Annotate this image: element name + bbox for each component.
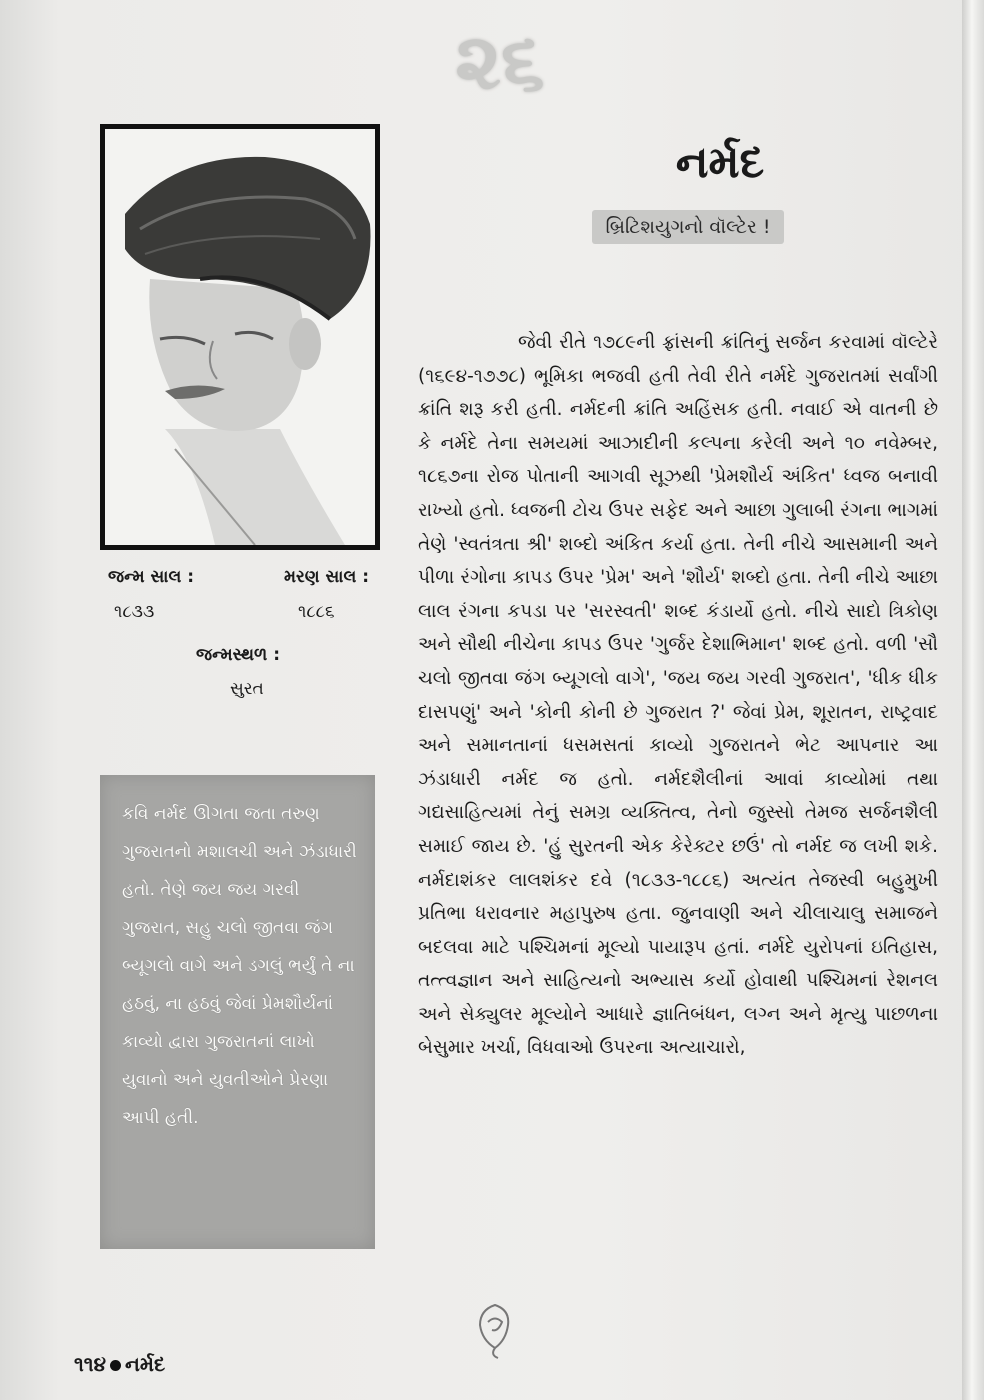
birth-year-label: જન્મ સાલ : [108,567,195,587]
subtitle: બ્રિટિશયુગનો વૉલ્ટેર ! [592,210,784,244]
portrait-illustration [105,129,375,545]
decorative-ornament [470,1300,520,1360]
page-number: ૧૧૪ [74,1352,106,1376]
quote-box [100,775,375,1249]
page-footer [74,1352,165,1376]
birthplace-value: સુરત [230,679,264,699]
death-year-value: ૧૮૮૬ [298,602,335,622]
birthplace-label: જન્મસ્થળ : [196,645,281,665]
page-edge [962,0,984,1400]
quote-text: કવિ નર્મદ ઊગતા જતા તરુણ ગુજરાતનો મશાલચી અને ઝંડાધારી હતો. તેણે જય જય ગરવી ગુજરાત, સહુ ચલો જીતવા જંગ બ્યૂગલો વાગે અને ડગલું ભર્યું તે ના હઠવું, ના હઠવું જેવાં પ્રેમશૌર્યનાં કાવ્યો દ્વારા ગુજરાતનાં લાખો યુવાનો અને યુવતીઓને પ્રેરણા આપી હતી. [122,804,357,1128]
page-title: નર્મદ [675,137,765,188]
body-paragraph: જેવી રીતે ૧૭૮૯ની ફ્રાંસની ક્રાંતિનું સર્જન કરવામાં વૉલ્ટેરે (૧૬૯૪-૧૭૭૮) ભૂમિકા ભજવી હતી તેવી રીતે નર્મદે ગુજરાતમાં સર્વાંગી ક્રાંતિ શરૂ કરી હતી. નર્મદની ક્રાંતિ અહિંસક હતી. નવાઈ એ વાતની છે કે નર્મદે તેના સમયમાં આઝાદીની કલ્પના કરેલી અને ૧૦ નવેમ્બર, ૧૮૬૭ના રોજ પોતાની આગવી સૂઝથી 'પ્રેમશૌર્ય અંકિત' ધ્વજ બનાવી રાખ્યો હતો. ધ્વજની ટોચ ઉપર સફેદ અને આછા ગુલાબી રંગના ભાગમાં તેણે 'સ્વતંત્રતા શ્રી' શબ્દો અંકિત કર્યા હતા. તેની નીચે આસમાની અને પીળા રંગોના કાપડ ઉપર 'પ્રેમ' અને 'શૌર્ય' શબ્દો હતા. તેની નીચે આછા લાલ રંગના કપડા પર 'સરસ્વતી' શબ્દ કંડાર્યો હતો. નીચે સાદો ત્રિકોણ અને સૌથી નીચેના કાપડ ઉપર 'ગુર્જર દેશાભિમાન' શબ્દ હતો. વળી 'સૌ ચલો જીતવા જંગ બ્યૂગલો વાગે', 'જય જય ગરવી ગુજરાત', 'ધીક ધીક દાસપણું' અને 'કોની કોની છે ગુજરાત ?' જેવાં પ્રેમ, શૂરાતન, રાષ્ટ્રવાદ અને સમાનતાનાં ધસમસતાં કાવ્યો ગુજરાતને ભેટ આપનાર આ ઝંડાધારી નર્મદ જ હતો. નર્મદશૈલીનાં આવાં કાવ્યોમાં તથા ગદ્યસાહિત્યમાં તેનું સમગ્ર વ્યક્તિત્વ, તેનો જુસ્સો તેમજ સર્જનશૈલી સમાઈ જાય છે. 'હું સુરતની એક કેરેક્ટર છઉં' તો નર્મદ જ લખી શકે. નર્મદાશંકર લાલશંકર દવે (૧૮૩૩-૧૮૮૬) અત્યંત તેજસ્વી બહુમુખી પ્રતિભા ધરાવનાર મહાપુરુષ હતા. જુનવાણી અને ચીલાચાલુ સમાજને બદલવા માટે પશ્ચિમનાં મૂલ્યો પાયારૂપ હતાં. નર્મદે યુરોપનાં ઇતિહાસ, તત્ત્વજ્ઞાન અને સાહિત્યનો અભ્યાસ કર્યો હોવાથી પશ્ચિમનાં રેશનલ અને સેક્યુલર મૂલ્યોને આધારે જ્ઞાતિબંધન, લગ્ન અને મૃત્યુ પાછળના બેસુમાર ખર્ચા, વિધવાઓ ઉપરના અત્યાચારો, [418,332,938,1059]
chapter-number: ૨૬ [455,16,545,107]
death-year-label: મરણ સાલ : [284,567,370,587]
running-title: નર્મદ [125,1352,166,1376]
body-text [418,326,938,1065]
portrait-photo [100,124,380,550]
bullet-dot [110,1360,121,1371]
birth-year-value: ૧૮૩૩ [114,602,155,622]
